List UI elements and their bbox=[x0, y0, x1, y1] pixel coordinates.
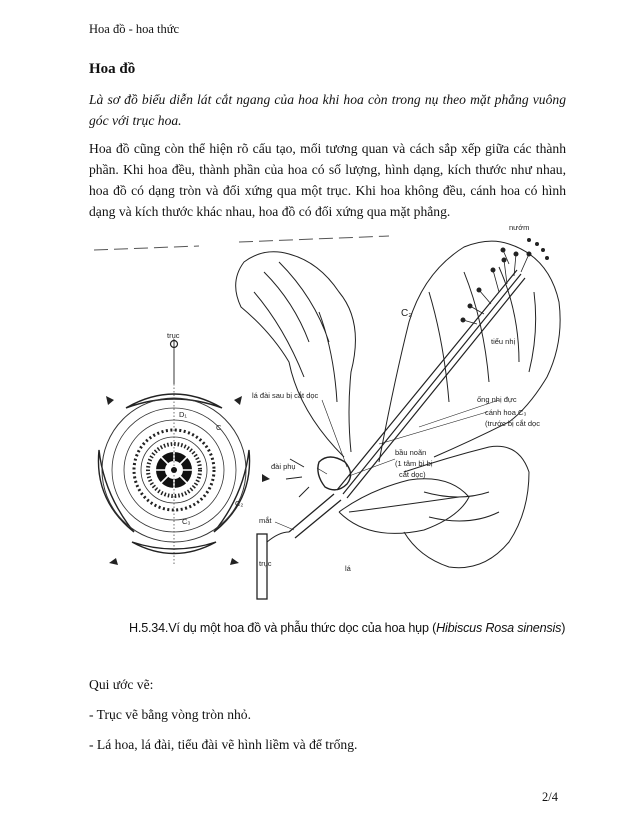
label-c3: C₃ bbox=[182, 517, 191, 526]
label-c2: C₂ bbox=[235, 499, 244, 508]
figure-caption bbox=[129, 621, 565, 635]
convention-item-axis: - Trục vẽ bằng vòng tròn nhỏ. bbox=[89, 707, 251, 722]
label-bau-noan-note-1: (1 tâm bì bị bbox=[395, 459, 433, 468]
caption-end: ) bbox=[561, 621, 566, 635]
label-ong-nhi-duc: ống nhị đực bbox=[477, 395, 517, 404]
definition-paragraph: Là sơ đồ biểu diễn lát cắt ngang của hoa khi hoa còn trong nụ theo mặt phẳng vuông góc với trục hoa. bbox=[89, 92, 566, 128]
label-c1: C bbox=[216, 423, 222, 432]
label-truc-top: trục bbox=[167, 331, 180, 340]
label-dai-phu: đài phụ bbox=[271, 462, 296, 471]
label-c2-flower: C₂ bbox=[401, 308, 413, 319]
caption-text: H.5.34.Ví dụ một hoa đồ và phẫu thức dọc của hoa hụp ( bbox=[129, 621, 437, 635]
label-canh-hoa-c3: cánh hoa C₃ bbox=[485, 408, 527, 417]
label-truoc-bi-cat-doc: (trước bị cắt dọc bbox=[485, 419, 540, 428]
conventions-title: Qui ước vẽ: bbox=[89, 677, 154, 692]
label-bau-noan-note-2: cắt dọc) bbox=[399, 470, 426, 479]
label-d1: D₁ bbox=[179, 410, 187, 419]
label-mat: mắt bbox=[259, 516, 272, 525]
label-truc-bottom: trục bbox=[259, 559, 272, 568]
running-header: Hoa đồ - hoa thức bbox=[89, 22, 180, 36]
page-number: 2/4 bbox=[542, 790, 558, 804]
convention-item-leaves: - Lá hoa, lá đài, tiểu đài vẽ hình liềm và để trống. bbox=[89, 737, 358, 752]
label-la: lá bbox=[345, 564, 351, 573]
floral-diagram-figure bbox=[89, 212, 569, 642]
label-tieu-nhi: tiểu nhị bbox=[491, 337, 516, 346]
section-title: Hoa đồ bbox=[89, 61, 136, 77]
floral-diagram bbox=[89, 339, 270, 566]
caption-species: Hibiscus Rosa sinensis bbox=[436, 621, 562, 635]
body-paragraph: Hoa đồ cũng còn thể hiện rõ cấu tạo, mối tương quan và cách sắp xếp giữa các thành phần. Khi hoa đều, thành phần của hoa có số lượng, hình dạng, kích thước như nhau, hoa đồ có dạng tròn và đối xứng qua một trục. Khi hoa không đều, cánh hoa có hình dạng và kích thước khác nhau, hoa đồ có đối xứng qua mặt phẳng. bbox=[89, 141, 566, 219]
label-bau-noan: bầu noãn bbox=[395, 448, 427, 457]
label-nuom: nướm bbox=[509, 223, 530, 232]
floral-diagram-illustration bbox=[89, 212, 569, 622]
label-la-dai-sau: lá đài sau bị cắt dọc bbox=[252, 391, 319, 400]
